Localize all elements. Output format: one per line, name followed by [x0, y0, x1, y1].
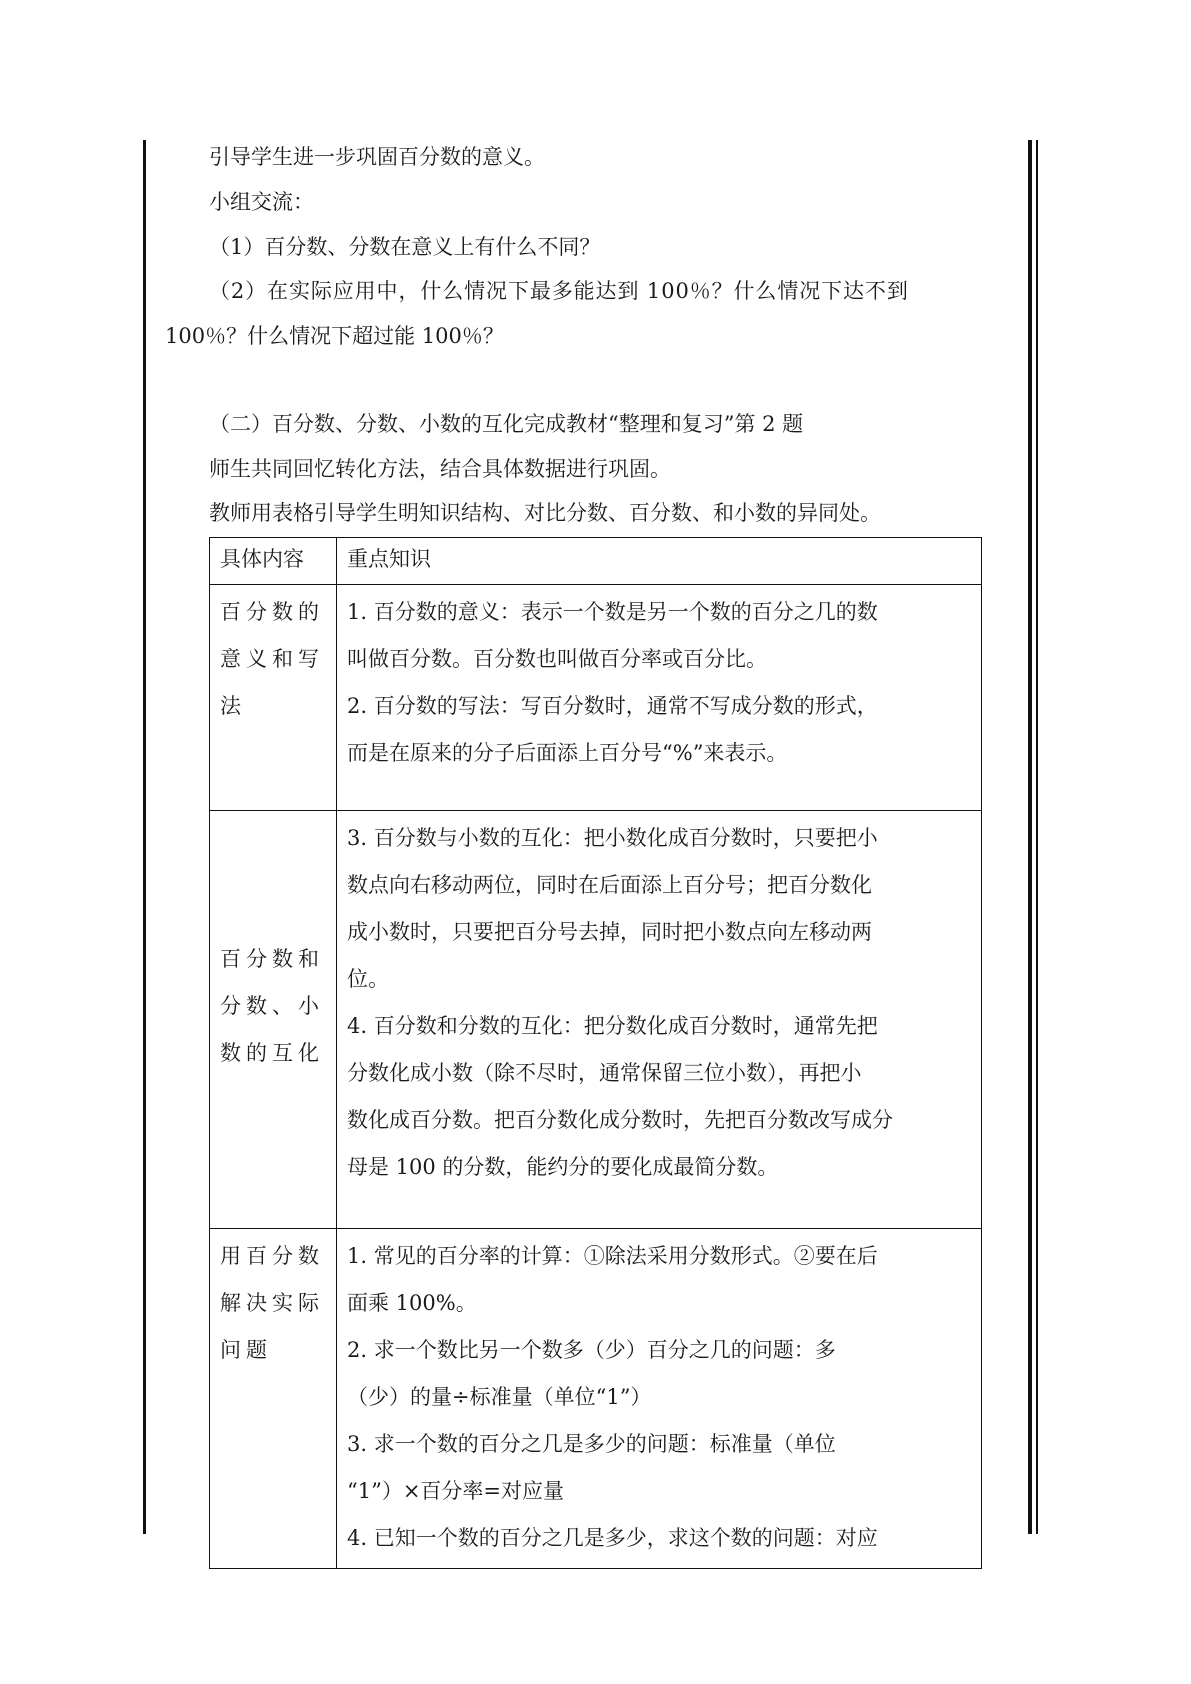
table-row — [210, 811, 982, 1229]
topic-line: 用百分数 — [220, 1244, 324, 1268]
paragraph: 教师用表格引导学生明知识结构、对比分数、百分数、和小数的异同处。 — [209, 501, 881, 525]
topic-line: 问题 — [220, 1338, 272, 1362]
content-line: 叫做百分数。百分数也叫做百分率或百分比。 — [347, 647, 767, 671]
paragraph: （1）百分数、分数在意义上有什么不同？ — [209, 235, 601, 259]
content-line: 2. 求一个数比另一个数多（少）百分之几的问题：多 — [347, 1338, 836, 1362]
topic-text — [210, 1229, 336, 1378]
topic-line: 分数、小 — [220, 994, 324, 1018]
header-content: 重点知识 — [347, 547, 431, 571]
content-line: 3. 求一个数的百分之几是多少的问题：标准量（单位 — [347, 1432, 836, 1456]
header-cell — [210, 538, 337, 585]
table-header-row — [210, 538, 982, 585]
content-cell — [337, 585, 982, 811]
content-line: 3. 百分数与小数的互化：把小数化成百分数时，只要把小 — [347, 826, 878, 850]
topic-line: 解决实际 — [220, 1291, 324, 1315]
content-line: 面乘 100%。 — [347, 1291, 477, 1315]
header-cell — [337, 538, 982, 585]
topic-line: 百分数的 — [220, 600, 324, 624]
content-line: （少）的量÷标准量（单位“1”） — [347, 1385, 652, 1409]
topic-cell — [210, 585, 337, 811]
content-line: 4. 已知一个数的百分之几是多少，求这个数的问题：对应 — [347, 1526, 878, 1550]
content-line: 而是在原来的分子后面添上百分号“%”来表示。 — [347, 741, 788, 765]
content-line: 数点向右移动两位，同时在后面添上百分号；把百分数化 — [347, 873, 872, 897]
topic-line: 数的互化 — [220, 1041, 324, 1065]
content-line: 母是 100 的分数，能约分的要化成最简分数。 — [347, 1155, 779, 1179]
content-line: 位。 — [347, 967, 389, 991]
paragraph: （二）百分数、分数、小数的互化完成教材“整理和复习”第 2 题 — [209, 412, 804, 436]
content-line: 2. 百分数的写法：写百分数时，通常不写成分数的形式， — [347, 694, 878, 718]
topic-text — [210, 932, 336, 1107]
knowledge-table — [209, 537, 982, 1569]
topic-cell — [210, 811, 337, 1229]
right-border-outer — [1036, 140, 1038, 1534]
paragraph: （2）在实际应用中，什么情况下最多能达到 100％？什么情况下达不到 — [209, 279, 909, 303]
paragraph: 引导学生进一步巩固百分数的意义。 — [209, 145, 545, 169]
table-row — [210, 585, 982, 811]
content-line: 1. 百分数的意义：表示一个数是另一个数的百分之几的数 — [347, 600, 878, 624]
content-line: 1. 常见的百分率的计算：①除法采用分数形式。②要在后 — [347, 1244, 878, 1268]
topic-text — [210, 585, 336, 734]
content-cell — [337, 811, 982, 1229]
topic-line: 百分数和 — [220, 947, 324, 971]
content-text — [337, 1229, 981, 1566]
content-line: 分数化成小数（除不尽时，通常保留三位小数），再把小 — [347, 1061, 862, 1085]
right-border — [1028, 140, 1032, 1534]
content-text — [337, 811, 981, 1195]
topic-line: 意义和写 — [220, 647, 324, 671]
table-row — [210, 1229, 982, 1569]
paragraph: 小组交流： — [209, 190, 314, 214]
topic-cell — [210, 1229, 337, 1569]
content-line: “1”）×百分率=对应量 — [347, 1479, 565, 1503]
content-line: 4. 百分数和分数的互化：把分数化成百分数时，通常先把 — [347, 1014, 878, 1038]
header-topic: 具体内容 — [220, 547, 304, 571]
topic-line: 法 — [220, 694, 246, 718]
content-line: 成小数时，只要把百分号去掉，同时把小数点向左移动两 — [347, 920, 872, 944]
paragraph: 100％？什么情况下超过能 100％？ — [165, 324, 504, 348]
left-border — [143, 140, 146, 1534]
content-line: 数化成百分数。把百分数化成分数时，先把百分数改写成分 — [347, 1108, 893, 1132]
paragraph: 师生共同回忆转化方法，结合具体数据进行巩固。 — [209, 457, 671, 481]
content-cell — [337, 1229, 982, 1569]
content-text — [337, 585, 981, 781]
